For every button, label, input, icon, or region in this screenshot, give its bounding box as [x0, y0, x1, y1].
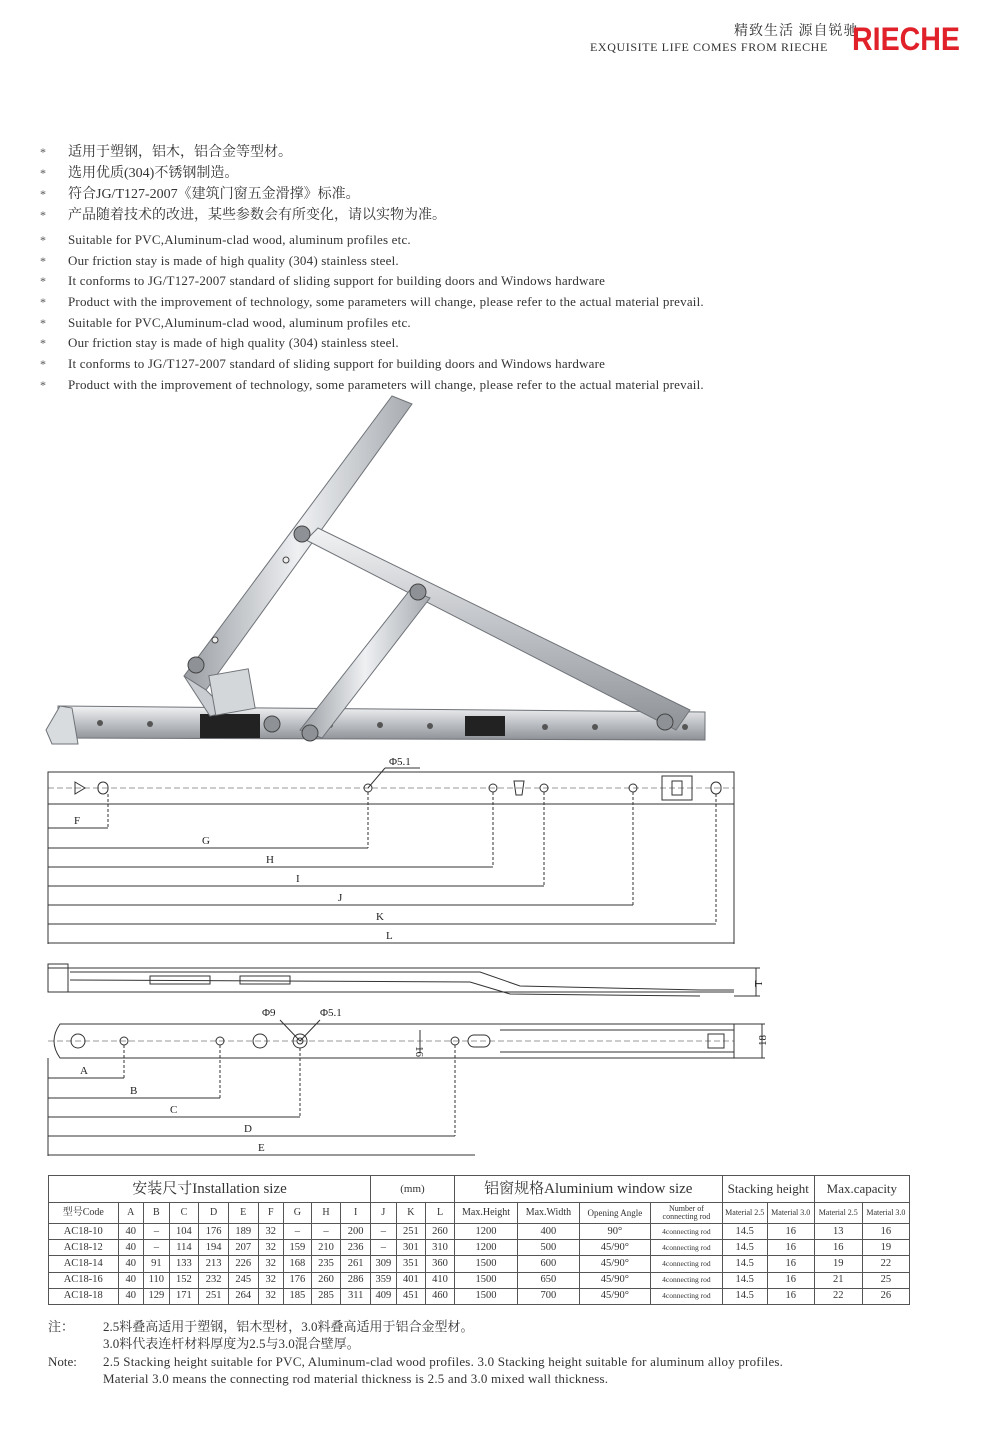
header-slogan-en: EXQUISITE LIFE COMES FROM RIECHE — [590, 40, 828, 54]
col-connecting-rod: Number of connecting rod — [651, 1203, 723, 1224]
table-cell: 410 — [426, 1272, 455, 1288]
spec-table-body — [49, 1224, 910, 1305]
table-cell: 1500 — [454, 1272, 517, 1288]
table-cell: 110 — [144, 1272, 170, 1288]
col-k: K — [396, 1203, 426, 1224]
col-c: C — [169, 1203, 199, 1224]
dim-label-k: K — [376, 911, 384, 923]
col-capacity-material-30: Material 3.0 — [862, 1203, 909, 1224]
table-cell: 22 — [862, 1256, 909, 1272]
table-row — [49, 1272, 910, 1288]
table-cell: 251 — [396, 1224, 426, 1240]
table-cell: 4connecting rod — [651, 1288, 723, 1304]
table-row — [49, 1256, 910, 1272]
header-slogan-cn: 精致生活 源自锐驰 — [734, 24, 859, 39]
table-cell: 26 — [862, 1288, 909, 1304]
col-max-height: Max.Height — [454, 1203, 517, 1224]
table-cell: 245 — [228, 1272, 258, 1288]
bullet-star-icon: * — [40, 145, 46, 159]
table-cell: – — [144, 1240, 170, 1256]
table-cell: 159 — [284, 1240, 312, 1256]
bullet-star-icon: * — [40, 253, 47, 268]
bullet-star-icon: * — [40, 208, 46, 222]
table-cell: 45/90° — [579, 1288, 651, 1304]
table-cell: 401 — [396, 1272, 426, 1288]
table-cell: 310 — [426, 1240, 455, 1256]
table-cell: 194 — [199, 1240, 229, 1256]
table-cell: 14.5 — [722, 1288, 767, 1304]
table-cell: AC18-18 — [49, 1288, 119, 1304]
table-cell: 189 — [228, 1224, 258, 1240]
bullet-star-icon: * — [40, 233, 47, 247]
bullet-star-icon: * — [40, 377, 47, 392]
table-cell: 309 — [371, 1256, 397, 1272]
bullet-star-icon: * — [40, 166, 46, 180]
table-cell: 32 — [258, 1224, 284, 1240]
table-cell: 451 — [396, 1288, 426, 1304]
table-cell: 301 — [396, 1240, 426, 1256]
feature-item: * 产品随着技术的改进，某些参数会有所变化，请以实物为准。 — [40, 205, 446, 226]
table-cell: 40 — [118, 1288, 144, 1304]
table-cell: 129 — [144, 1288, 170, 1304]
table-cell: 133 — [169, 1256, 199, 1272]
table-cell: 45/90° — [579, 1272, 651, 1288]
table-cell: 351 — [396, 1256, 426, 1272]
table-cell: 14.5 — [722, 1256, 767, 1272]
table-cell: 114 — [169, 1240, 199, 1256]
table-cell: 285 — [311, 1288, 341, 1304]
table-cell: 251 — [199, 1288, 229, 1304]
col-code: 型号Code — [49, 1203, 119, 1224]
feature-item: * Our friction stay is made of high quality (304) stainless steel. — [40, 251, 704, 272]
table-cell: 226 — [228, 1256, 258, 1272]
table-cell: 40 — [118, 1240, 144, 1256]
table-cell: 1500 — [454, 1256, 517, 1272]
dim-label-j: J — [338, 892, 343, 904]
dim-label-g: G — [202, 835, 210, 847]
arm-large-hole-label: Φ9 — [262, 1007, 276, 1019]
table-cell: 104 — [169, 1224, 199, 1240]
table-cell: 260 — [426, 1224, 455, 1240]
note-line-cn-1: 2.5料叠高适用于塑钢，铝木型材，3.0料叠高适用于铝合金型材。 — [103, 1319, 474, 1334]
table-cell: – — [371, 1240, 397, 1256]
table-cell: 16 — [767, 1224, 814, 1240]
table-cell: 16 — [767, 1288, 814, 1304]
feature-item: * It conforms to JG/T127-2007 standard of sliding support for building doors and Windows hardware — [40, 354, 704, 375]
note-line-cn-2: 3.0料代表连杆材料厚度为2.5与3.0混合壁厚。 — [103, 1336, 360, 1351]
note-line-en-2: Material 3.0 means the connecting rod material thickness is 2.5 and 3.0 mixed wall thickness. — [103, 1371, 609, 1386]
table-cell: 200 — [341, 1224, 371, 1240]
table-cell: 1500 — [454, 1288, 517, 1304]
col-i: I — [341, 1203, 371, 1224]
table-row — [49, 1240, 910, 1256]
col-j: J — [371, 1203, 397, 1224]
arm-outer-width-label: 18 — [757, 1035, 769, 1046]
col-d: D — [199, 1203, 229, 1224]
table-cell: 40 — [118, 1256, 144, 1272]
col-b: B — [144, 1203, 170, 1224]
table-cell: 311 — [341, 1288, 371, 1304]
table-cell: 13 — [814, 1224, 862, 1240]
feature-item: * 适用于塑钢，铝木，铝合金等型材。 — [40, 142, 446, 163]
note-label-cn: 注： — [48, 1319, 75, 1334]
table-cell: 32 — [258, 1240, 284, 1256]
table-cell: 235 — [311, 1256, 341, 1272]
bullet-star-icon: * — [40, 295, 47, 310]
dim-label-c: C — [170, 1104, 178, 1116]
table-cell: 409 — [371, 1288, 397, 1304]
table-cell: 32 — [258, 1256, 284, 1272]
table-cell: 210 — [311, 1240, 341, 1256]
table-cell: 22 — [814, 1288, 862, 1304]
bullet-star-icon: * — [40, 274, 47, 289]
table-cell: 400 — [518, 1224, 579, 1240]
table-cell: 700 — [518, 1288, 579, 1304]
feature-item: * Product with the improvement of technology, some parameters will change, please refer to the actual material prevail. — [40, 375, 704, 396]
col-g: G — [284, 1203, 312, 1224]
feature-item: * Product with the improvement of technology, some parameters will change, please refer to the actual material prevail. — [40, 292, 704, 313]
col-stack-material-25: Material 2.5 — [722, 1203, 767, 1224]
table-cell: 650 — [518, 1272, 579, 1288]
window-size-header: 铝窗规格Aluminium window size — [454, 1176, 722, 1203]
feature-item: * Suitable for PVC,Aluminum-clad wood, aluminum profiles etc. — [40, 230, 704, 251]
table-cell: 16 — [767, 1256, 814, 1272]
table-cell: 25 — [862, 1272, 909, 1288]
table-column-header-row — [49, 1203, 910, 1224]
dim-label-i: I — [296, 873, 300, 885]
col-f: F — [258, 1203, 284, 1224]
feature-item: * 选用优质(304)不锈钢制造。 — [40, 163, 446, 184]
table-cell: 171 — [169, 1288, 199, 1304]
dim-label-e: E — [258, 1142, 265, 1154]
table-cell: 90° — [579, 1224, 651, 1240]
bullet-star-icon: * — [40, 357, 47, 372]
col-a: A — [118, 1203, 144, 1224]
table-cell: 261 — [341, 1256, 371, 1272]
unit-header: (mm) — [371, 1176, 455, 1203]
table-cell: 168 — [284, 1256, 312, 1272]
table-cell: 500 — [518, 1240, 579, 1256]
table-cell: 260 — [311, 1272, 341, 1288]
table-cell: 14.5 — [722, 1240, 767, 1256]
table-cell: 207 — [228, 1240, 258, 1256]
arm-inner-width-label: 16 — [413, 1046, 425, 1057]
table-cell: 359 — [371, 1272, 397, 1288]
feature-item: * 符合JG/T127-2007《建筑门窗五金滑撑》标准。 — [40, 184, 446, 205]
col-max-width: Max.Width — [518, 1203, 579, 1224]
table-cell: 91 — [144, 1256, 170, 1272]
table-cell: 176 — [284, 1272, 312, 1288]
arm-small-hole-label: Φ5.1 — [320, 1007, 342, 1019]
table-cell: 286 — [341, 1272, 371, 1288]
table-cell: 264 — [228, 1288, 258, 1304]
table-cell: 16 — [814, 1240, 862, 1256]
table-cell: 1200 — [454, 1224, 517, 1240]
bullet-star-icon: * — [40, 336, 47, 351]
table-cell: 40 — [118, 1224, 144, 1240]
table-cell: 45/90° — [579, 1256, 651, 1272]
thickness-label: T — [753, 980, 765, 987]
table-cell: – — [311, 1224, 341, 1240]
dim-label-a: A — [80, 1065, 88, 1077]
table-group-header-row — [49, 1176, 910, 1203]
stacking-height-header: Stacking height — [722, 1176, 814, 1203]
installation-size-header: 安装尺寸Installation size — [49, 1176, 371, 1203]
table-cell: AC18-16 — [49, 1272, 119, 1288]
spec-table — [48, 1175, 910, 1305]
note-line-en-1: 2.5 Stacking height suitable for PVC, Aluminum-clad wood profiles. 3.0 Stacking height suitable for aluminum alloy profiles. — [103, 1354, 784, 1369]
table-cell: 45/90° — [579, 1240, 651, 1256]
table-cell: AC18-14 — [49, 1256, 119, 1272]
max-capacity-header: Max.capacity — [814, 1176, 909, 1203]
table-cell: 40 — [118, 1272, 144, 1288]
dim-label-b: B — [130, 1085, 138, 1097]
table-cell: 4connecting rod — [651, 1240, 723, 1256]
table-cell: 176 — [199, 1224, 229, 1240]
table-row — [49, 1224, 910, 1240]
table-cell: – — [371, 1224, 397, 1240]
table-cell: 152 — [169, 1272, 199, 1288]
table-cell: 4connecting rod — [651, 1256, 723, 1272]
table-cell: AC18-10 — [49, 1224, 119, 1240]
table-cell: 16 — [862, 1224, 909, 1240]
table-cell: 19 — [814, 1256, 862, 1272]
feature-item: * It conforms to JG/T127-2007 standard of sliding support for building doors and Windows hardware — [40, 271, 704, 292]
table-cell: 236 — [341, 1240, 371, 1256]
table-cell: 4connecting rod — [651, 1224, 723, 1240]
table-cell: 14.5 — [722, 1224, 767, 1240]
table-cell: 32 — [258, 1288, 284, 1304]
dim-label-f: F — [74, 815, 81, 827]
feature-item: * Suitable for PVC,Aluminum-clad wood, aluminum profiles etc. — [40, 313, 704, 334]
table-cell: 14.5 — [722, 1272, 767, 1288]
bullet-star-icon: * — [40, 315, 47, 330]
table-cell: 360 — [426, 1256, 455, 1272]
col-l: L — [426, 1203, 455, 1224]
table-cell: 32 — [258, 1272, 284, 1288]
table-cell: 19 — [862, 1240, 909, 1256]
table-cell: 232 — [199, 1272, 229, 1288]
table-cell: 460 — [426, 1288, 455, 1304]
col-capacity-material-25: Material 2.5 — [814, 1203, 862, 1224]
track-hole-label: Φ5.1 — [389, 756, 411, 768]
table-cell: 16 — [767, 1272, 814, 1288]
dim-label-d: D — [244, 1123, 252, 1135]
rieche-logo-text: RIECHE — [852, 21, 960, 57]
table-cell: 213 — [199, 1256, 229, 1272]
bullet-star-icon: * — [40, 187, 46, 201]
col-opening-angle: Opening Angle — [579, 1203, 651, 1224]
table-cell: – — [284, 1224, 312, 1240]
table-cell: 185 — [284, 1288, 312, 1304]
col-e: E — [228, 1203, 258, 1224]
table-cell: 21 — [814, 1272, 862, 1288]
table-cell: 600 — [518, 1256, 579, 1272]
feature-item: * Our friction stay is made of high quality (304) stainless steel. — [40, 333, 704, 354]
table-cell: AC18-12 — [49, 1240, 119, 1256]
table-cell: 16 — [767, 1240, 814, 1256]
table-cell: 4connecting rod — [651, 1272, 723, 1288]
col-h: H — [311, 1203, 341, 1224]
dim-label-l: L — [386, 930, 393, 942]
table-row — [49, 1288, 910, 1304]
table-cell: – — [144, 1224, 170, 1240]
dim-label-h: H — [266, 854, 274, 866]
col-stack-material-30: Material 3.0 — [767, 1203, 814, 1224]
note-label-en: Note: — [48, 1354, 77, 1369]
table-cell: 1200 — [454, 1240, 517, 1256]
